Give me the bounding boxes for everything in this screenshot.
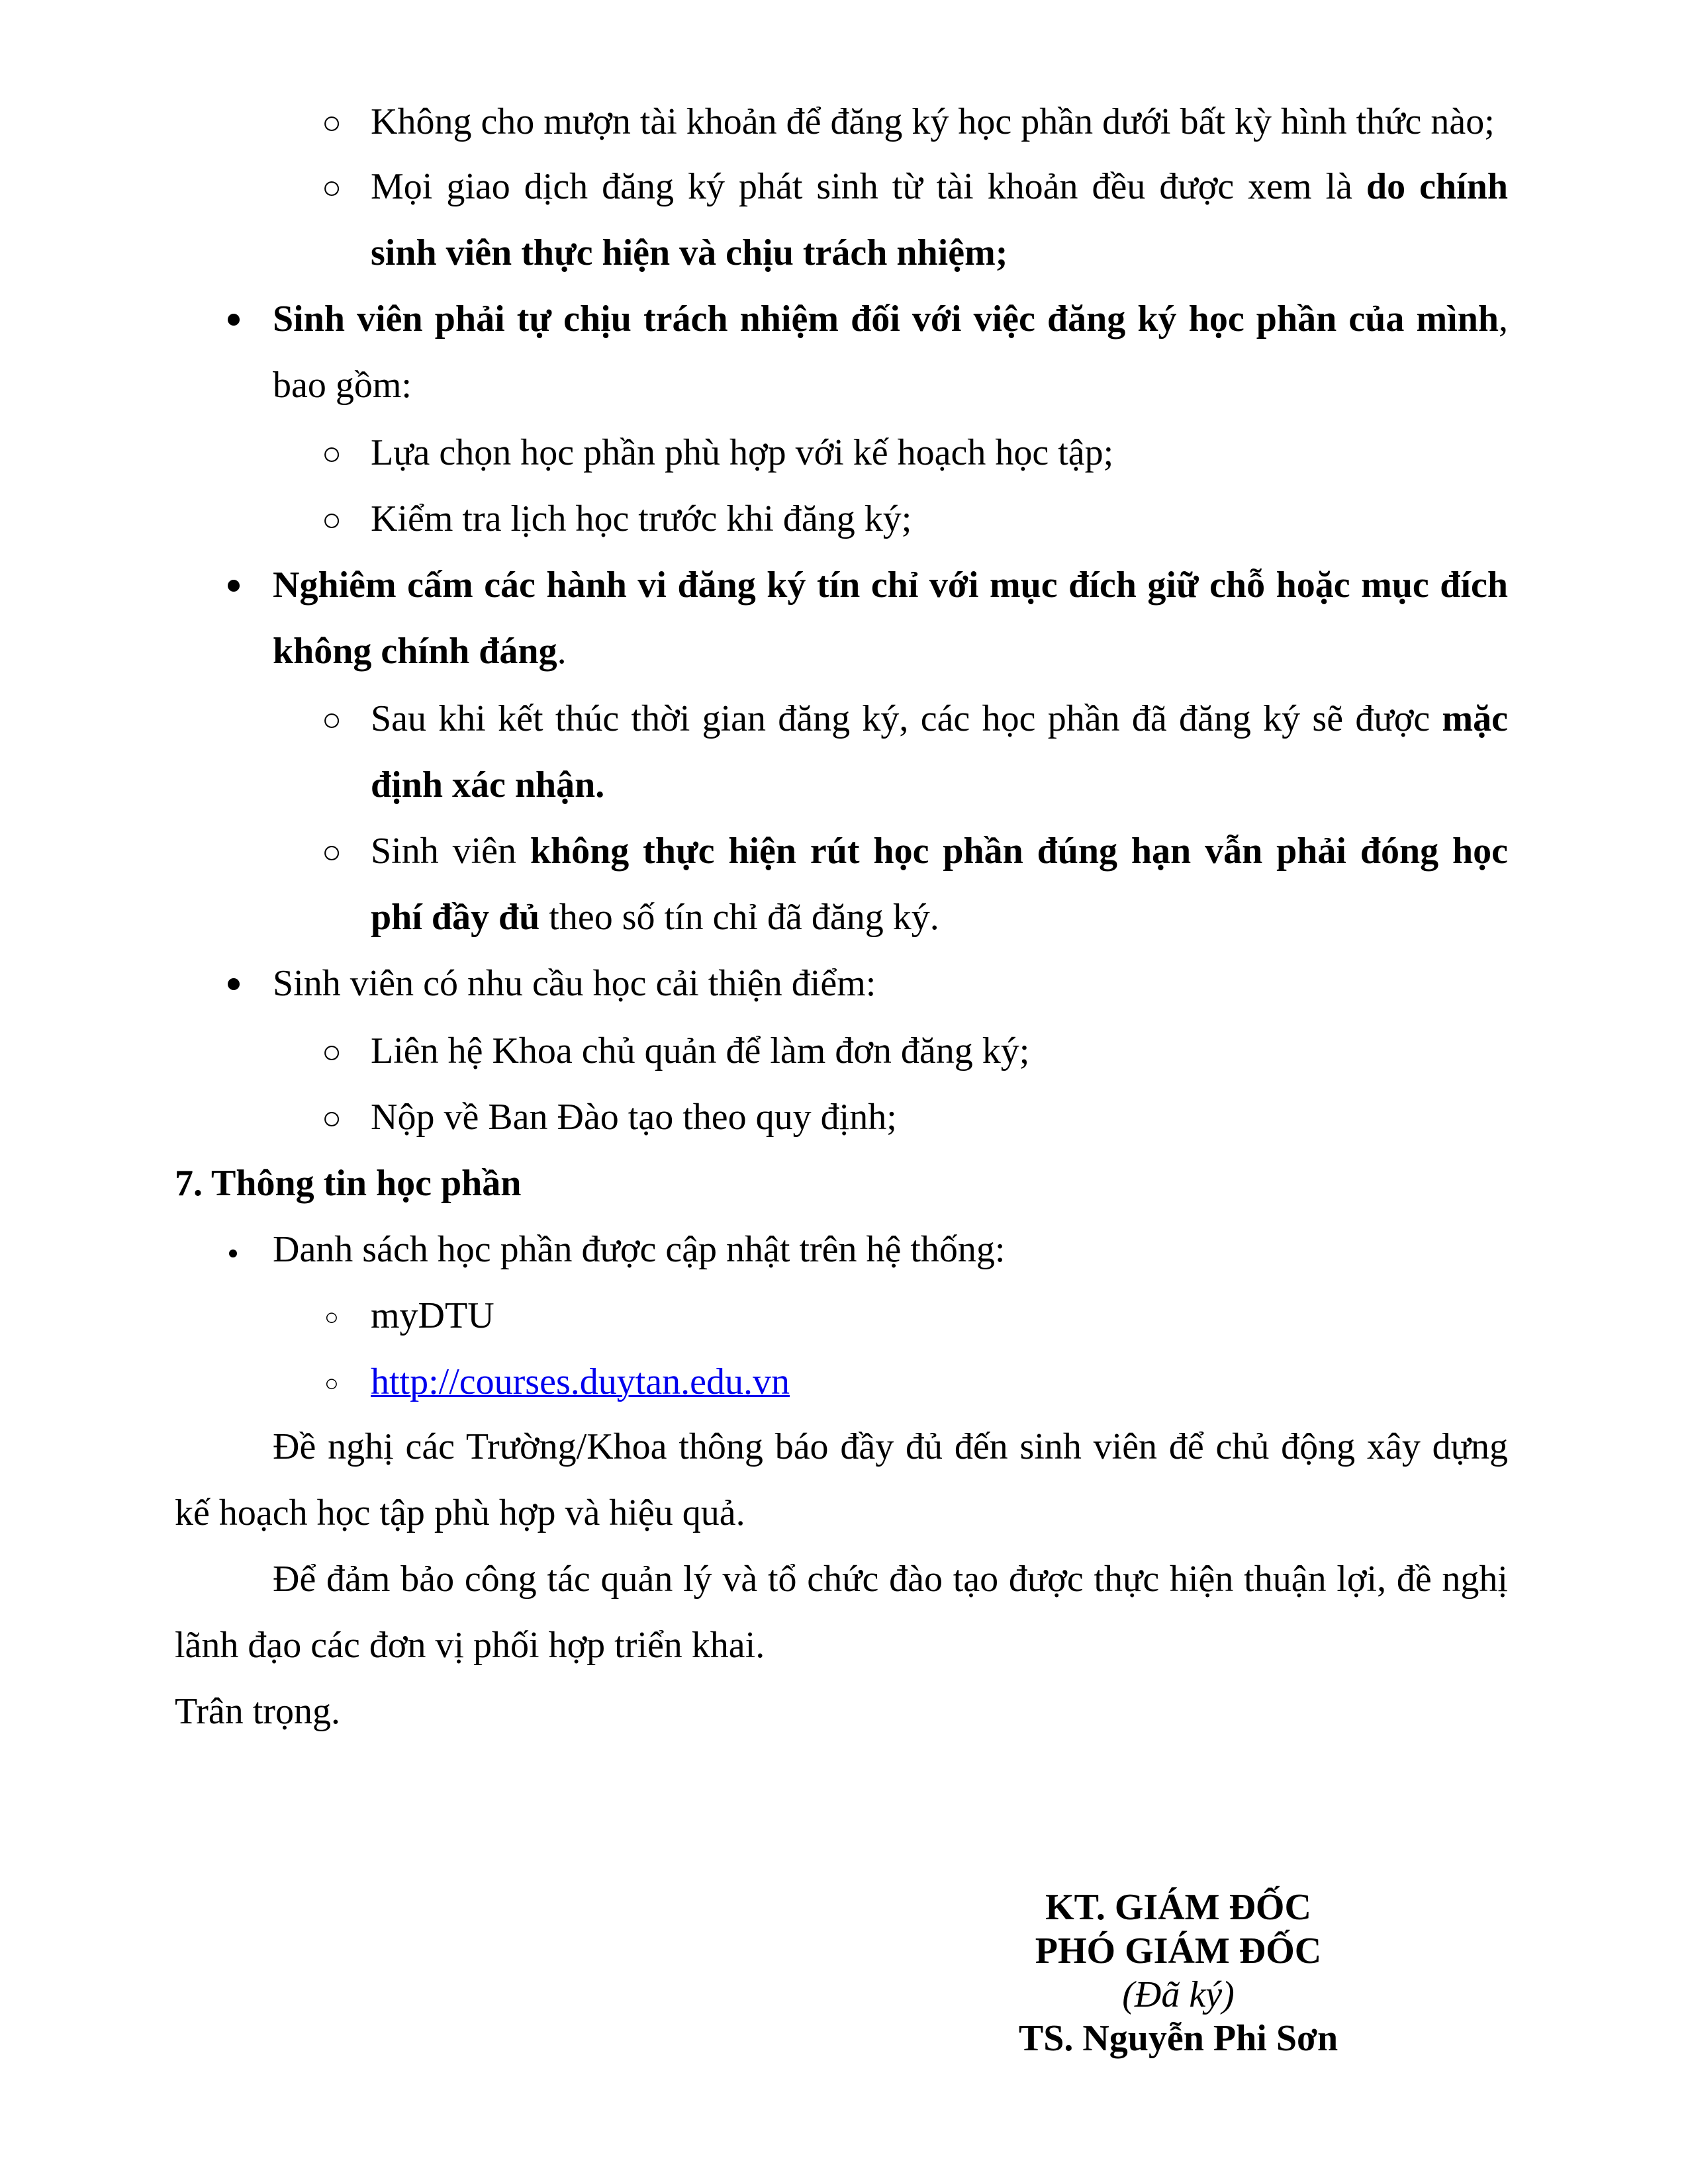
sub-item-default-confirm-cont: định xác nhận. — [371, 764, 605, 805]
sub-item-choose: Lựa chọn học phần phù hợp với kế hoạch học tập; — [371, 432, 1114, 473]
circle-bullet-icon: ○ — [322, 435, 342, 472]
signature-signed: (Đã ký) — [1122, 1974, 1235, 2015]
circle-bullet-icon: ○ — [322, 701, 342, 738]
bullet-dot-icon — [228, 580, 240, 592]
courses-link[interactable]: http://courses.duytan.edu.vn — [371, 1361, 790, 1402]
bullet-dot-icon — [229, 1250, 237, 1257]
sub-item-submit: Nộp về Ban Đào tạo theo quy định; — [371, 1097, 897, 1138]
section-7-heading: 7. Thông tin học phần — [175, 1163, 522, 1204]
circle-bullet-icon: ○ — [322, 501, 342, 538]
signature-name: TS. Nguyễn Phi Sơn — [1018, 2018, 1338, 2059]
sub-item-default-confirm — [371, 700, 1508, 737]
sub-item-check-schedule: Kiểm tra lịch học trước khi đăng ký; — [371, 498, 912, 539]
sub-item-no-lend: Không cho mượn tài khoản để đăng ký học phần dưới bất kỳ hình thức nào; — [371, 101, 1495, 142]
circle-bullet-icon: ○ — [322, 833, 342, 870]
bullet-prohibit-cont — [273, 633, 567, 670]
closing-para1-line1: Đề nghị các Trường/Khoa thông báo đầy đủ đến sinh viên để chủ động xây dựng — [273, 1426, 1508, 1467]
closing-para2-line1: Để đảm bảo công tác quản lý và tổ chức đào tạo được thực hiện thuận lợi, đề nghị — [273, 1559, 1508, 1600]
withdraw-cont-bold: phí đầy đủ — [371, 897, 540, 938]
transactions-bold: do chính — [1366, 166, 1508, 207]
responsibility-tail: , — [1499, 298, 1508, 340]
withdraw-cont-normal: theo số tín chỉ đã đăng ký. — [539, 897, 939, 938]
closing-regards: Trân trọng. — [175, 1691, 340, 1732]
default-confirm-normal: Sau khi kết thúc thời gian đăng ký, các học phần đã đăng ký sẽ được — [371, 698, 1442, 739]
withdraw-normal: Sinh viên — [371, 831, 530, 872]
circle-bullet-icon: ○ — [324, 1370, 339, 1396]
sub-item-transactions — [371, 168, 1508, 205]
bullet-improve: Sinh viên có nhu cầu học cải thiện điểm: — [273, 963, 876, 1004]
bullet-responsibility-cont: bao gồm: — [273, 365, 412, 406]
sub-item-withdraw — [371, 833, 1508, 870]
transactions-normal: Mọi giao dịch đăng ký phát sinh từ tài khoản đều được xem là — [371, 166, 1366, 207]
sub-item-transactions-cont: sinh viên thực hiện và chịu trách nhiệm; — [371, 232, 1008, 273]
bullet-responsibility — [273, 300, 1508, 338]
signature-role: PHÓ GIÁM ĐỐC — [1035, 1931, 1322, 1972]
sub-item-courses-link — [371, 1363, 790, 1400]
circle-bullet-icon: ○ — [322, 1033, 342, 1070]
sub-item-withdraw-cont — [371, 899, 939, 936]
section-7-bullet: Danh sách học phần được cập nhật trên hệ thống: — [273, 1229, 1006, 1270]
default-confirm-bold: mặc — [1442, 698, 1508, 739]
circle-bullet-icon: ○ — [324, 1304, 339, 1330]
withdraw-bold: không thực hiện rút học phần đúng hạn vẫn phải đóng học — [530, 831, 1508, 872]
circle-bullet-icon: ○ — [322, 104, 342, 141]
prohibit-cont-tail: . — [557, 631, 567, 672]
circle-bullet-icon: ○ — [322, 1099, 342, 1136]
circle-bullet-icon: ○ — [322, 169, 342, 206]
prohibit-cont-bold: không chính đáng — [273, 631, 557, 672]
bullet-dot-icon — [228, 314, 240, 326]
bullet-dot-icon — [228, 978, 240, 990]
responsibility-bold: Sinh viên phải tự chịu trách nhiệm đối với việc đăng ký học phần của mình — [273, 298, 1499, 340]
closing-para1-line2: kế hoạch học tập phù hợp và hiệu quả. — [175, 1492, 745, 1533]
sub-item-contact-faculty: Liên hệ Khoa chủ quản để làm đơn đăng ký; — [371, 1030, 1030, 1071]
signature-title: KT. GIÁM ĐỐC — [1045, 1887, 1311, 1928]
sub-item-mydtu: myDTU — [371, 1295, 494, 1336]
closing-para2-line2: lãnh đạo các đơn vị phối hợp triển khai. — [175, 1625, 765, 1666]
bullet-prohibit: Nghiêm cấm các hành vi đăng ký tín chỉ với mục đích giữ chỗ hoặc mục đích — [273, 565, 1508, 606]
